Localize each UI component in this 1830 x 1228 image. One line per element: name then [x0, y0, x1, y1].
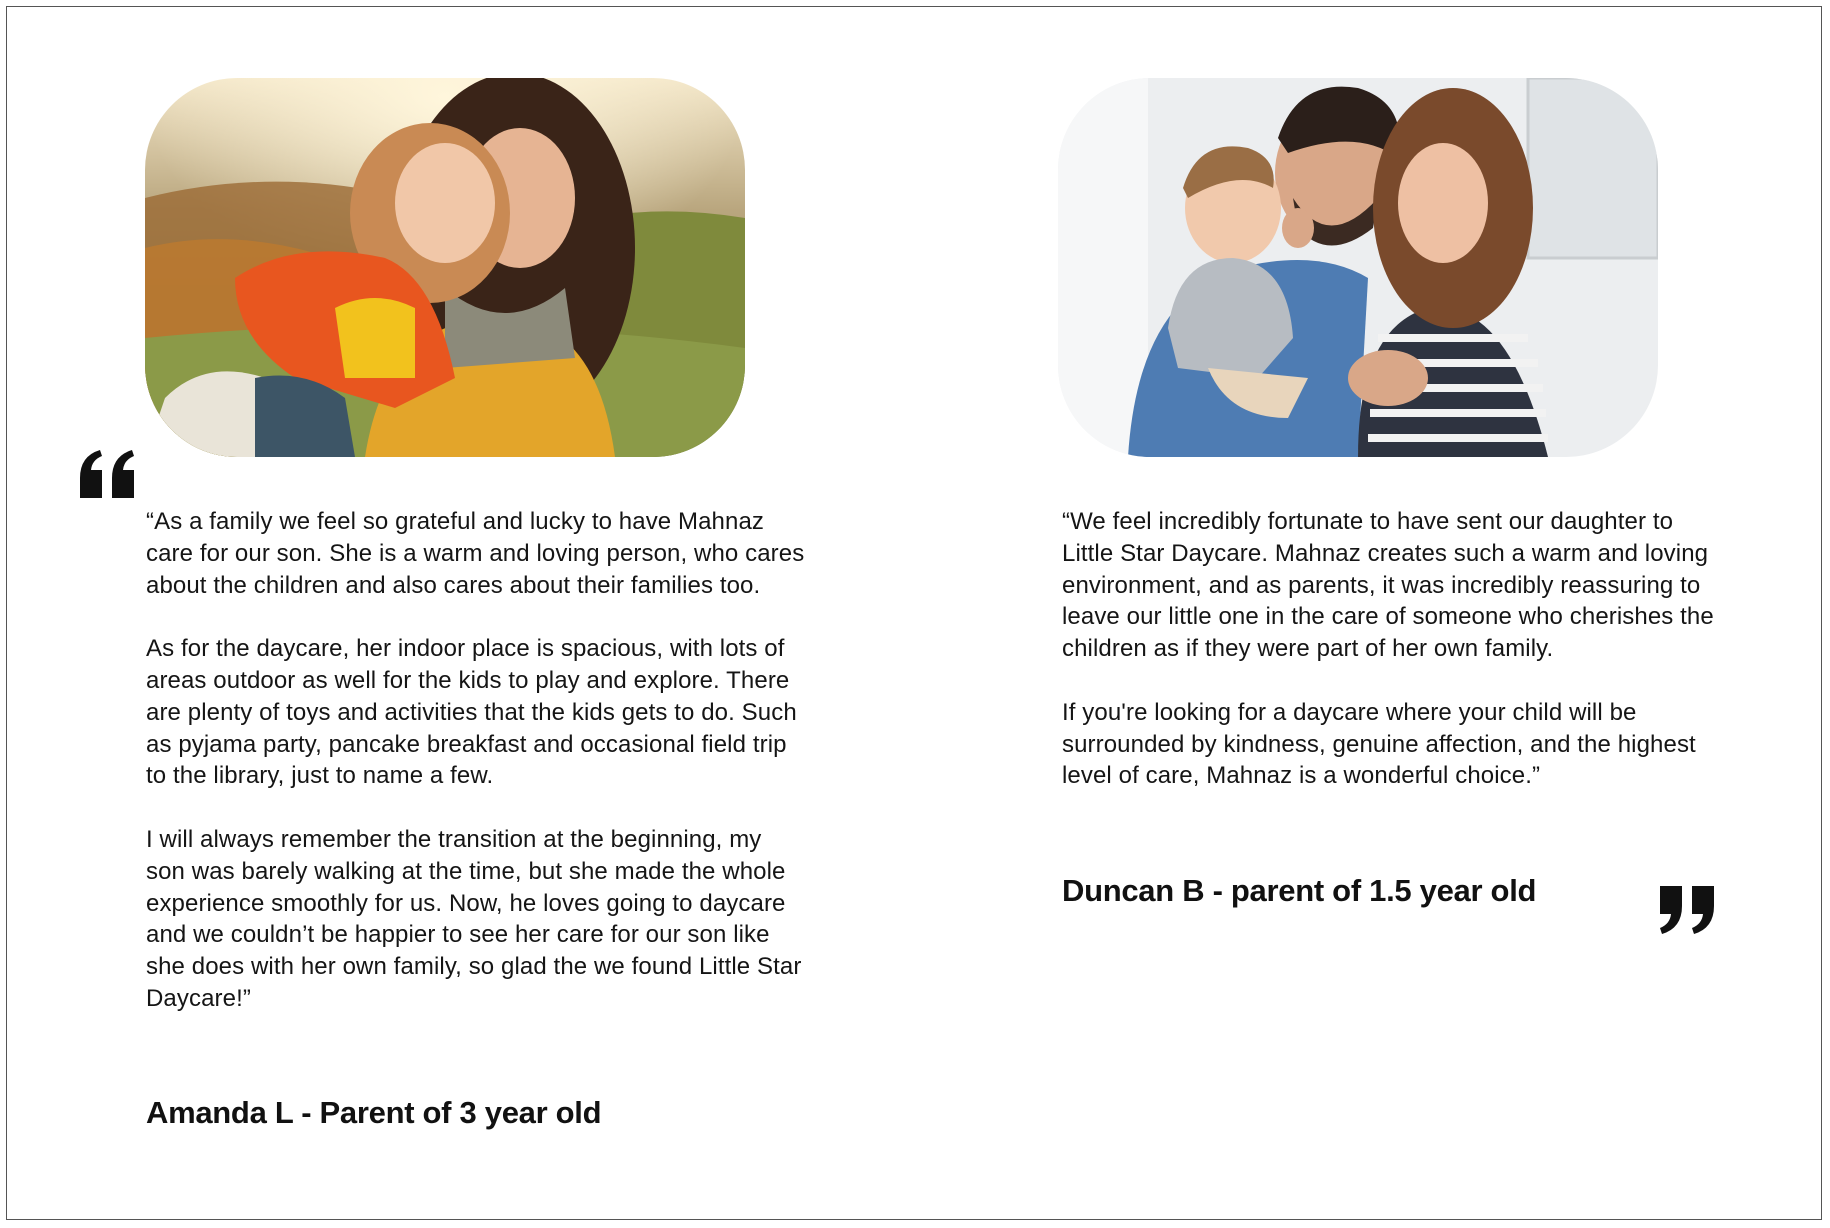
- family-photo-2: [1058, 78, 1658, 457]
- testimonial-author-1: Amanda L - Parent of 3 year old: [146, 1095, 602, 1130]
- testimonial-card-2: [1058, 78, 1718, 457]
- photo-parents-baby: [1058, 78, 1658, 457]
- close-quote-icon: [1656, 884, 1718, 936]
- testimonial-text-2: “We feel incredibly fortunate to have sent our daughter to Little Star Daycare. Mahnaz creates such a warm and loving environment, and as parents, it was incredibly reassuring to leave our little one in the care of someone who cherishes the children as if they were part of her own family. If you're looking for a daycare where your child will be surrounded by kindness, genuine affection, and the highest level of care, Mahnaz is a wonderful choice.”: [1062, 508, 1714, 790]
- testimonial-text-1: “As a family we feel so grateful and lucky to have Mahnaz care for our son. She is a warm and loving person, who cares about the children and also cares about their families too. As for the daycare, her indoor place is spacious, with lots of areas outdoor as well for the kids to play and explore. There are plenty of toys and activities that the kids gets to do. Such as pyjama party, pancake breakfast and occasional field trip to the library, just to name a few. I will always remember the transition at the beginning, my son was barely walking at the time, but she made the whole experience smoothly for us. Now, he loves going to daycare and we couldn’t be happier to see her care for our son like she does with her own family, so glad the we found Little Star Daycare!”: [146, 508, 805, 1012]
- photo-mother-daughter: [145, 78, 745, 457]
- open-quote-icon: [76, 448, 138, 500]
- testimonial-card-1: [145, 78, 805, 457]
- testimonial-author-2: Duncan B - parent of 1.5 year old: [1062, 873, 1537, 908]
- family-photo-1: [145, 78, 745, 457]
